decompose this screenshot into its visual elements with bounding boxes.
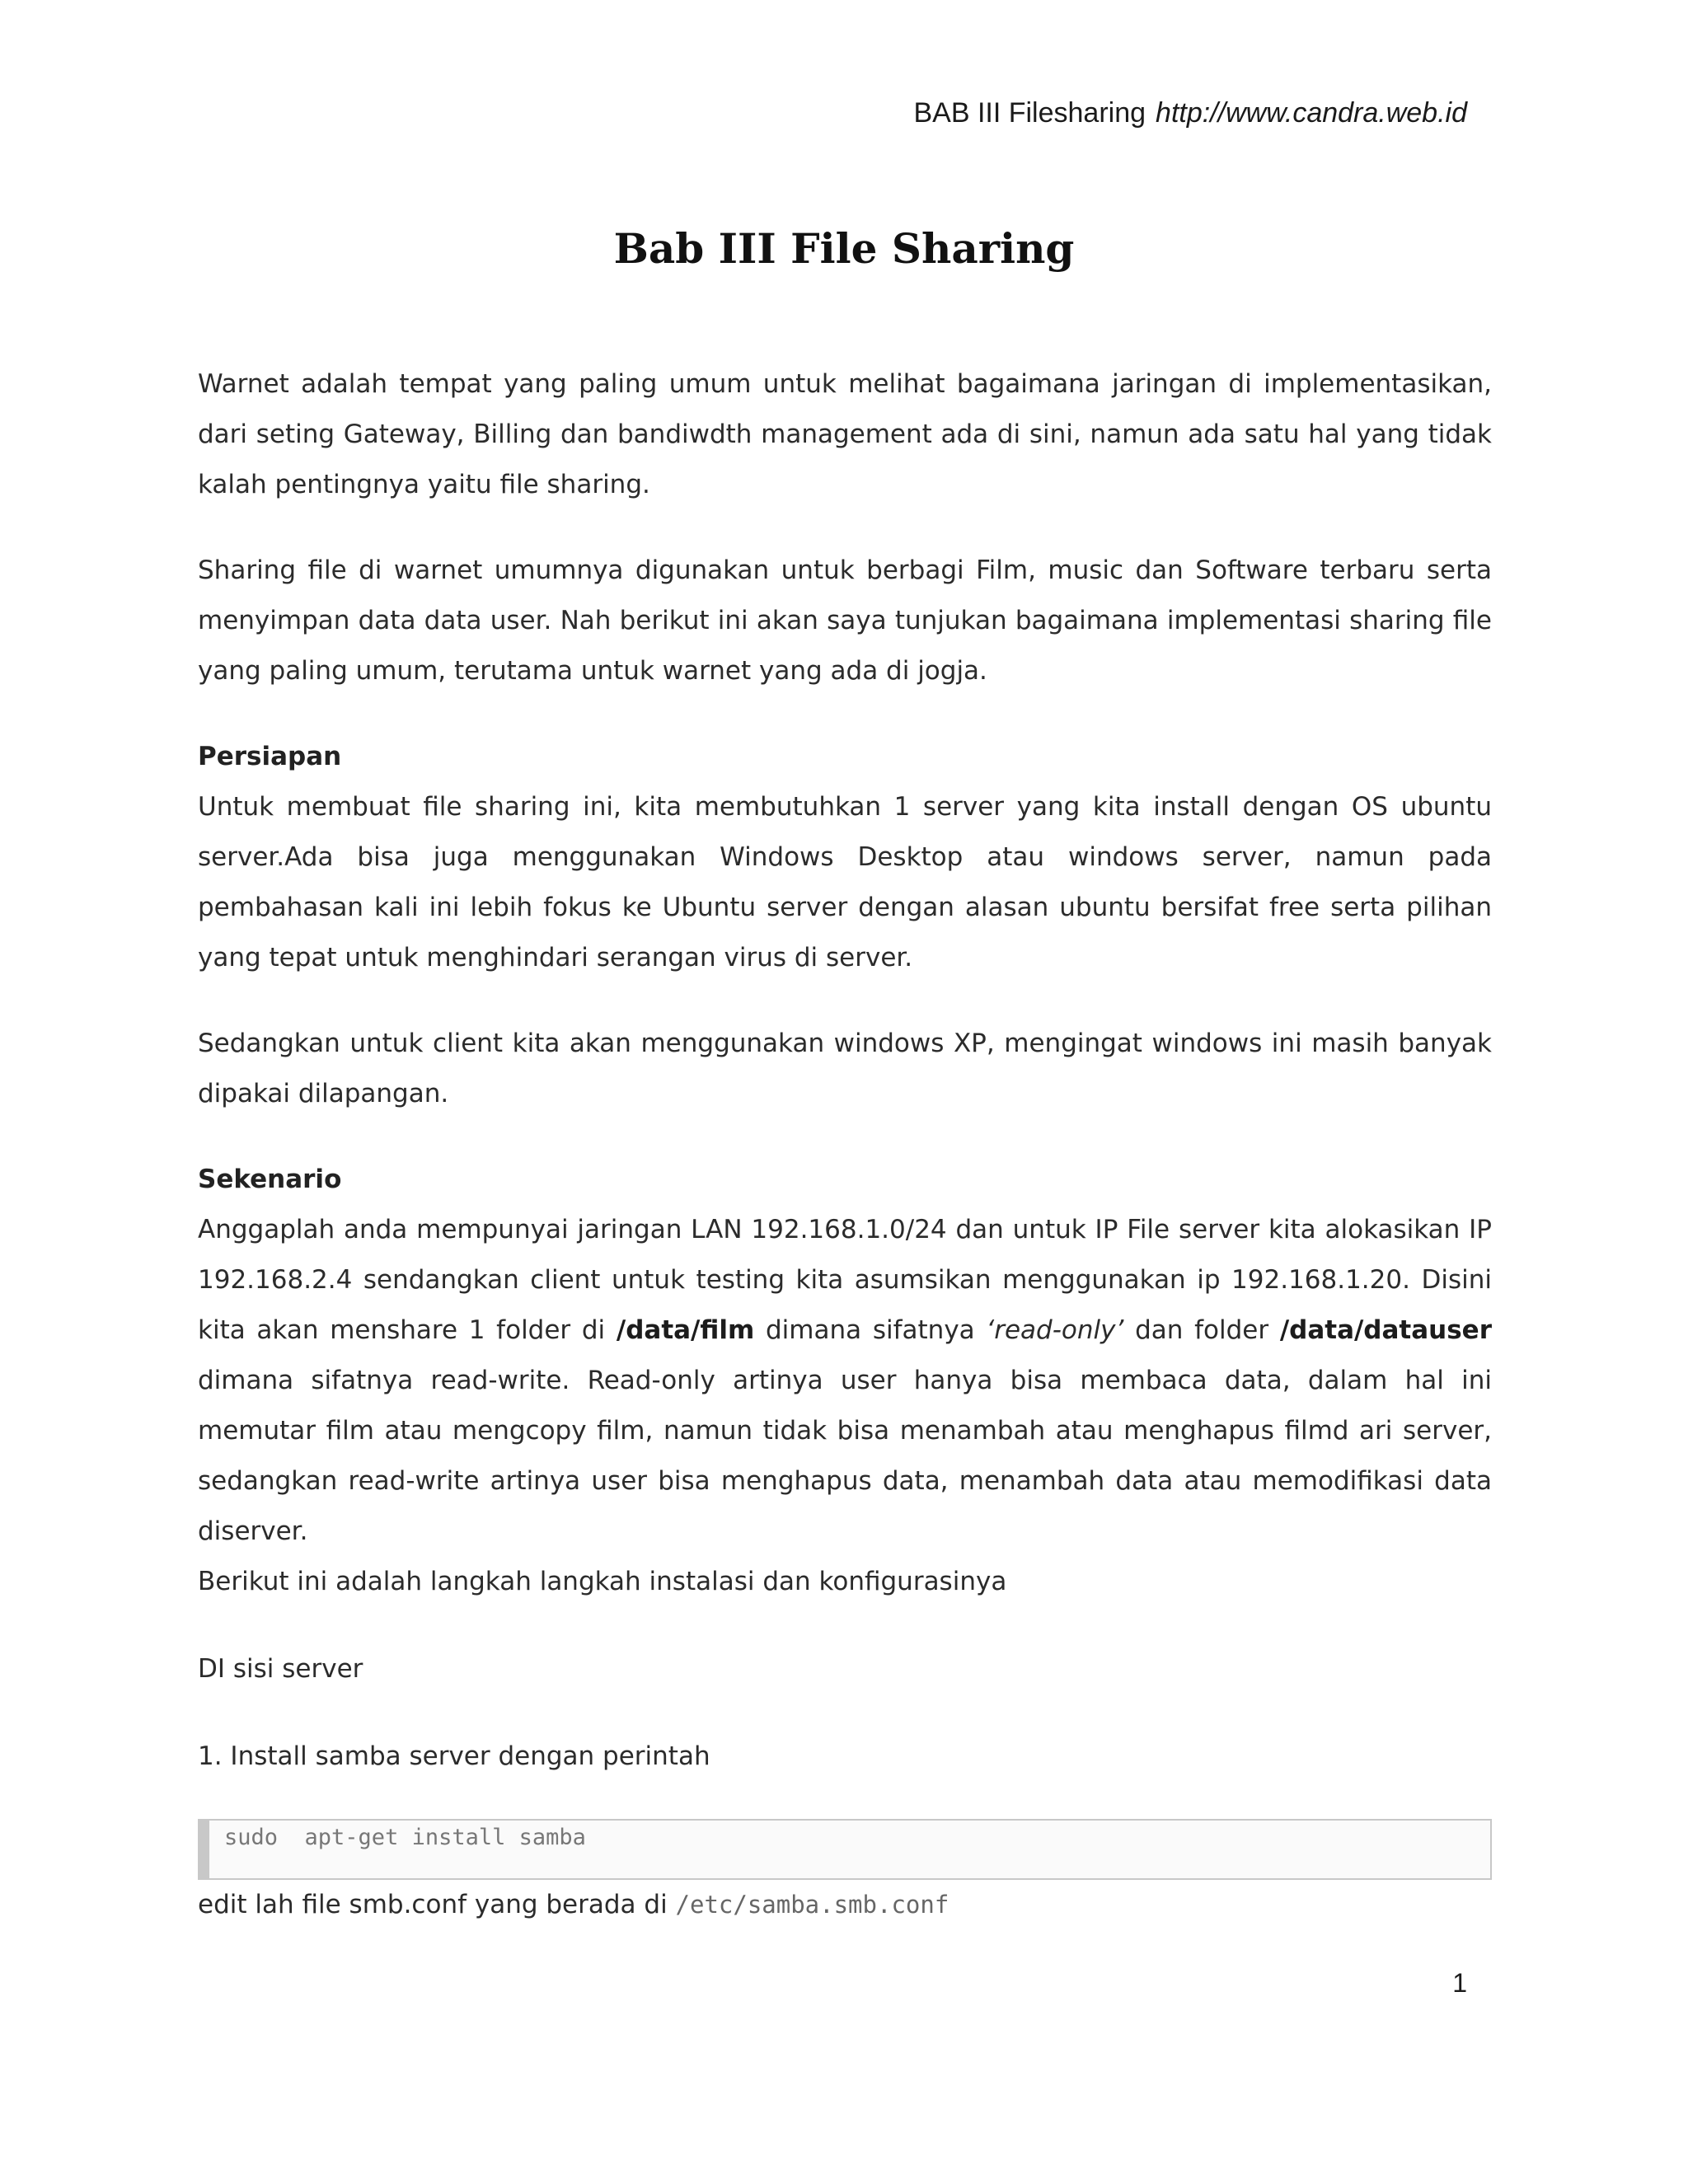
code-block	[198, 1819, 1492, 1880]
sekenario-text-3: dan folder	[1123, 1315, 1280, 1345]
read-only-term: ‘read-only’	[986, 1315, 1124, 1345]
sekenario-paragraph	[198, 1205, 1492, 1557]
sharing-paragraph: Sharing file di warnet umumnya digunakan untuk berbagi Film, music dan Software terbaru serta menyimpan data data user. Nah berikut ini akan saya tunjukan bagaimana implementasi sharing file yang paling umum, terutama untuk warnet yang ada di jogja.	[198, 555, 1492, 686]
header-url: http://www.candra.web.id	[1156, 97, 1467, 129]
code-command: sudo apt-get install samba	[224, 1825, 586, 1850]
client-paragraph: Sedangkan untuk client kita akan menggunakan windows XP, mengingat windows ini masih banyak dipakai dilapangan.	[198, 1029, 1492, 1108]
server-side-label: DI sisi server	[198, 1654, 363, 1684]
sekenario-text-4: dimana sifatnya read-write. Read-only artinya user hanya bisa membaca data, dalam hal ini memutar film atau mengcopy film, namun tidak bisa menambah atau menghapus filmd ari server, sedangkan read-write artinya user bisa menghapus data, menambah data atau memodifikasi data diserver.	[198, 1366, 1492, 1546]
persiapan-heading: Persiapan	[198, 742, 342, 771]
document-body	[198, 359, 1492, 1930]
sekenario-heading: Sekenario	[198, 1165, 342, 1194]
sekenario-text-2: dimana sifatnya	[754, 1315, 987, 1345]
steps-intro: Berikut ini adalah langkah langkah instalasi dan konfigurasinya	[198, 1567, 1007, 1596]
header-text: BAB III Filesharing	[913, 97, 1146, 129]
folder-datauser: /data/datauser	[1279, 1315, 1492, 1345]
edit-text: edit lah file smb.conf yang berada di	[198, 1890, 676, 1919]
folder-film: /data/film	[616, 1315, 755, 1345]
running-header	[913, 97, 1467, 129]
config-path: /etc/samba.smb.conf	[675, 1891, 950, 1919]
step-1: 1. Install samba server dengan perintah	[198, 1741, 710, 1771]
persiapan-paragraph: Untuk membuat file sharing ini, kita membutuhkan 1 server yang kita install dengan OS ubuntu server.Ada bisa juga menggunakan Windows Desktop atau windows server, namun pada pembahasan kali ini lebih fokus ke Ubuntu server dengan alasan ubuntu bersifat free serta pilihan yang tepat untuk menghindari serangan virus di server.	[198, 792, 1492, 972]
sekenario-text-1: Anggaplah anda mempunyai jaringan LAN 192.168.1.0/24 dan untuk IP File server kita alokasikan IP 192.168.2.4 sendangkan client untuk testing kita asumsikan menggunakan ip 192.168.1.20. Disini kita akan menshare 1 folder di	[198, 1215, 1492, 1345]
edit-config-line	[198, 1880, 1492, 1930]
intro-paragraph: Warnet adalah tempat yang paling umum untuk melihat bagaimana jaringan di implementasikan, dari seting Gateway, Billing dan bandiwdth management ada di sini, namun ada satu hal yang tidak kalah pentingnya yaitu file sharing.	[198, 369, 1492, 499]
page-number: 1	[1452, 1968, 1467, 1998]
document-title: Bab III File Sharing	[613, 224, 1075, 273]
